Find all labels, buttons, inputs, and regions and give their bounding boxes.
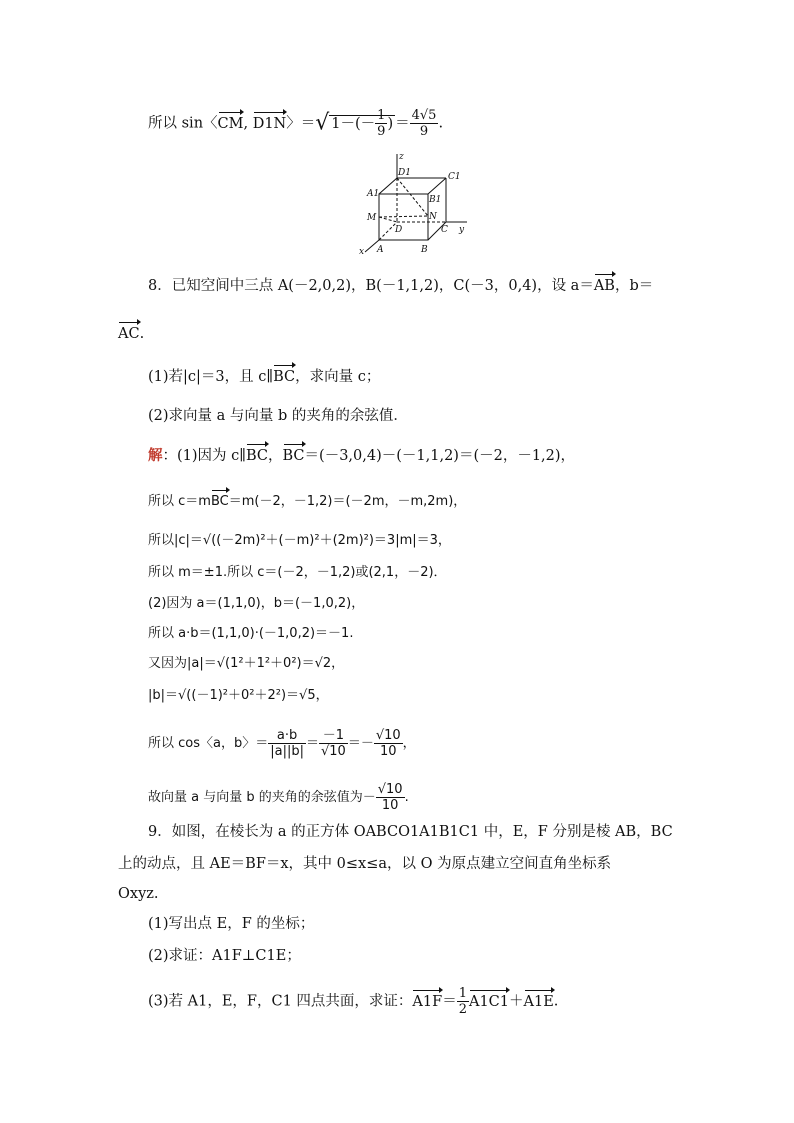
problem-9-line1: 9．如图，在棱长为 a 的正方体 OABCO1A1B1C1 中，E，F 分别是棱 AB，BC [148, 824, 673, 840]
denominator: 10 [381, 798, 399, 813]
text: ＝ [395, 115, 410, 132]
text: ＝－ [347, 736, 374, 751]
solution-line3: 所以|c|＝√((－2m)²＋(－m)²＋(2m)²)＝3|m|＝3， [148, 533, 451, 548]
denominator: 10 [379, 744, 397, 759]
vector-a1f: A1F [412, 993, 443, 1010]
label-z: z [399, 152, 404, 162]
vector-d1n: D1N [252, 115, 287, 132]
label-c1: C1 [448, 172, 461, 182]
vector-bc: BC [245, 448, 268, 464]
vector-ab: AB [593, 278, 615, 294]
fraction [268, 728, 306, 759]
text: . [438, 115, 444, 132]
solution-line5: (2)因为 a＝(1,1,0)，b＝(－1,0,2)， [148, 596, 365, 611]
solution-line6: 所以 a·b＝(1,1,0)·(－1,0,2)＝－1. [148, 626, 354, 641]
text: . [553, 993, 559, 1010]
label-m: M [367, 213, 377, 223]
fraction [376, 782, 405, 813]
solution-line2 [148, 492, 466, 512]
problem-9-line3: Oxyz. [118, 886, 159, 902]
vector-bc: BC [273, 369, 296, 385]
fraction [457, 986, 469, 1017]
text: ， [402, 736, 416, 751]
label-d1: D1 [398, 168, 411, 178]
denominator: 9 [377, 124, 386, 139]
solution-label: 解 [148, 447, 163, 464]
vector-cm: CM [217, 115, 244, 132]
problem-8-line1 [148, 276, 653, 296]
problem-9-part1: (1)写出点 E，F 的坐标； [148, 916, 315, 932]
solution-line8: |b|＝√((－1)²＋0²＋2²)＝√5， [148, 688, 329, 703]
mn-segment [379, 216, 428, 217]
solution-line1 [148, 446, 575, 466]
numerator: 4√5 [411, 108, 437, 123]
label-n: N [429, 212, 437, 222]
text: (3)若 A1，E，F，C1 四点共面，求证： [148, 993, 413, 1010]
text: ) [387, 115, 394, 132]
text: ＝ [305, 736, 319, 751]
text: (1)若|c|＝3，且 c∥ [148, 369, 274, 385]
vector-bc: BC [211, 492, 229, 512]
fraction [319, 728, 348, 759]
problem-9-part2: (2)求证：A1F⊥C1E； [148, 948, 301, 964]
d1n-segment [397, 178, 428, 216]
result-fraction [410, 108, 439, 139]
sin-result-line [148, 108, 443, 139]
text: ：(1)因为 c∥ [162, 448, 246, 464]
edge [428, 178, 446, 194]
text: ＝(－3,0,4)－(－1,1,2)＝(－2，－1,2)， [304, 448, 576, 464]
numerator: －1 [319, 728, 348, 744]
vector-ac: AC [118, 326, 140, 342]
problem-8-line2 [118, 324, 144, 344]
label-d: D [395, 225, 403, 235]
numerator: a·b [268, 728, 306, 744]
segment [379, 217, 397, 222]
label-c: C [441, 225, 448, 235]
text: ＋ [509, 993, 524, 1010]
edge [379, 178, 397, 194]
numerator: √10 [375, 728, 401, 743]
numerator: 1 [377, 108, 386, 123]
text: 1－(－ [331, 115, 376, 132]
text: . [139, 326, 145, 342]
text: ，b＝ [614, 278, 654, 294]
text: . [404, 790, 409, 805]
text: ＝ [442, 993, 457, 1010]
solution-line7: 又因为|a|＝√(1²＋1²＋0²)＝√2， [148, 656, 345, 671]
text: 所以 c＝m [148, 494, 211, 509]
sqrt-symbol: √ [315, 110, 330, 136]
solution-line9 [148, 728, 416, 759]
denominator: √10 [321, 744, 346, 759]
text: 所以 cos〈a，b〉＝ [148, 736, 269, 751]
numerator: 1 [458, 986, 467, 1001]
problem-9-line2: 上的动点，且 AE＝BF＝x，其中 0≤x≤a，以 O 为原点建立空间直角坐标系 [118, 856, 612, 872]
label-y: y [459, 225, 465, 235]
label-a1: A1 [367, 189, 380, 199]
denominator: |a||b| [270, 744, 304, 759]
fraction [375, 108, 387, 139]
solution-line4: 所以 m＝±1.所以 c＝(－2，－1,2)或(2,1，－2)． [148, 565, 447, 580]
fraction [374, 728, 403, 759]
problem-8-part2: (2)求向量 a 与向量 b 的夹角的余弦值． [148, 408, 408, 424]
numerator: √10 [377, 782, 403, 797]
problem-9-part3 [148, 986, 558, 1017]
denominator: 2 [458, 1002, 467, 1017]
text: 故向量 a 与向量 b 的夹角的余弦值为－ [148, 790, 376, 805]
label-b: B [421, 245, 428, 255]
text: ， [268, 448, 283, 464]
vector-bc: BC [282, 448, 305, 464]
text: ＝m(－2，－1,2)＝(－2m，－m,2m)， [228, 494, 467, 509]
text: ，求向量 c； [295, 369, 381, 385]
vector-a1e: A1E [523, 993, 554, 1010]
text: 〉＝ [286, 115, 316, 132]
label-a: A [377, 245, 384, 255]
sqrt-body [329, 108, 395, 139]
label-x: x [359, 247, 365, 257]
text: 8．已知空间中三点 A(－2,0,2)，B(－1,1,2)，C(－3，0,4)，设 a＝ [148, 278, 594, 294]
problem-8-part1 [148, 367, 380, 387]
denominator: 9 [419, 124, 429, 139]
text: , [243, 115, 253, 132]
solution-line10 [148, 782, 409, 813]
text: 所以 sin〈 [148, 115, 218, 132]
vector-a1c1: A1C1 [468, 993, 509, 1010]
cube-figure [355, 150, 475, 260]
label-b1: B1 [429, 195, 442, 205]
